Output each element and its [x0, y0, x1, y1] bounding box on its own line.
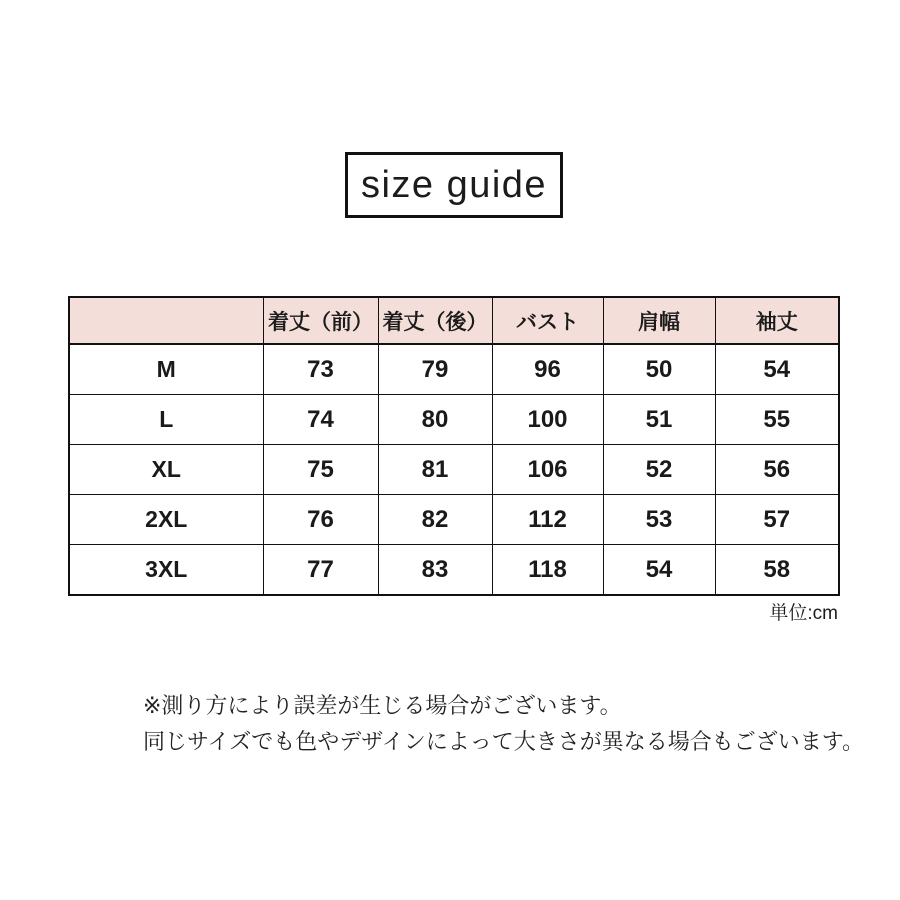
- cell-value: 77: [263, 545, 378, 596]
- cell-value: 81: [378, 445, 492, 495]
- cell-value: 57: [715, 495, 839, 545]
- cell-value: 50: [603, 344, 715, 395]
- table-row-l: [69, 395, 839, 445]
- disclaimer-line-2: 同じサイズでも色やデザインによって大きさが異なる場合もございます。: [143, 729, 864, 754]
- cell-value: 54: [715, 344, 839, 395]
- cell-value: 80: [378, 395, 492, 445]
- size-guide-title-box: [345, 152, 563, 218]
- cell-value: 96: [492, 344, 603, 395]
- size-label: M: [69, 344, 263, 395]
- header-length-back: 着丈（後）: [378, 297, 492, 344]
- cell-value: 82: [378, 495, 492, 545]
- cell-value: 76: [263, 495, 378, 545]
- size-label: XL: [69, 445, 263, 495]
- size-label: 2XL: [69, 495, 263, 545]
- cell-value: 54: [603, 545, 715, 596]
- cell-value: 79: [378, 344, 492, 395]
- cell-value: 100: [492, 395, 603, 445]
- disclaimer-line-1: ※測り方により誤差が生じる場合がございます。: [143, 693, 622, 718]
- size-chart-header-row: [69, 297, 839, 344]
- cell-value: 53: [603, 495, 715, 545]
- table-row-2xl: [69, 495, 839, 545]
- cell-value: 106: [492, 445, 603, 495]
- table-row-m: [69, 344, 839, 395]
- cell-value: 83: [378, 545, 492, 596]
- cell-value: 118: [492, 545, 603, 596]
- size-chart-table: [68, 296, 840, 596]
- cell-value: 74: [263, 395, 378, 445]
- header-sleeve-length: 袖丈: [715, 297, 839, 344]
- header-length-front: 着丈（前）: [263, 297, 378, 344]
- header-shoulder-width: 肩幅: [603, 297, 715, 344]
- size-label: L: [69, 395, 263, 445]
- cell-value: 52: [603, 445, 715, 495]
- cell-value: 73: [263, 344, 378, 395]
- header-size-blank: [69, 297, 263, 344]
- unit-label: 単位:cm: [769, 603, 838, 624]
- table-row-3xl: [69, 545, 839, 596]
- size-label: 3XL: [69, 545, 263, 596]
- cell-value: 112: [492, 495, 603, 545]
- table-row-xl: [69, 445, 839, 495]
- header-bust: バスト: [492, 297, 603, 344]
- cell-value: 56: [715, 445, 839, 495]
- cell-value: 55: [715, 395, 839, 445]
- disclaimer-notes: [143, 688, 864, 760]
- cell-value: 75: [263, 445, 378, 495]
- size-guide-title: size guide: [360, 163, 548, 206]
- cell-value: 51: [603, 395, 715, 445]
- cell-value: 58: [715, 545, 839, 596]
